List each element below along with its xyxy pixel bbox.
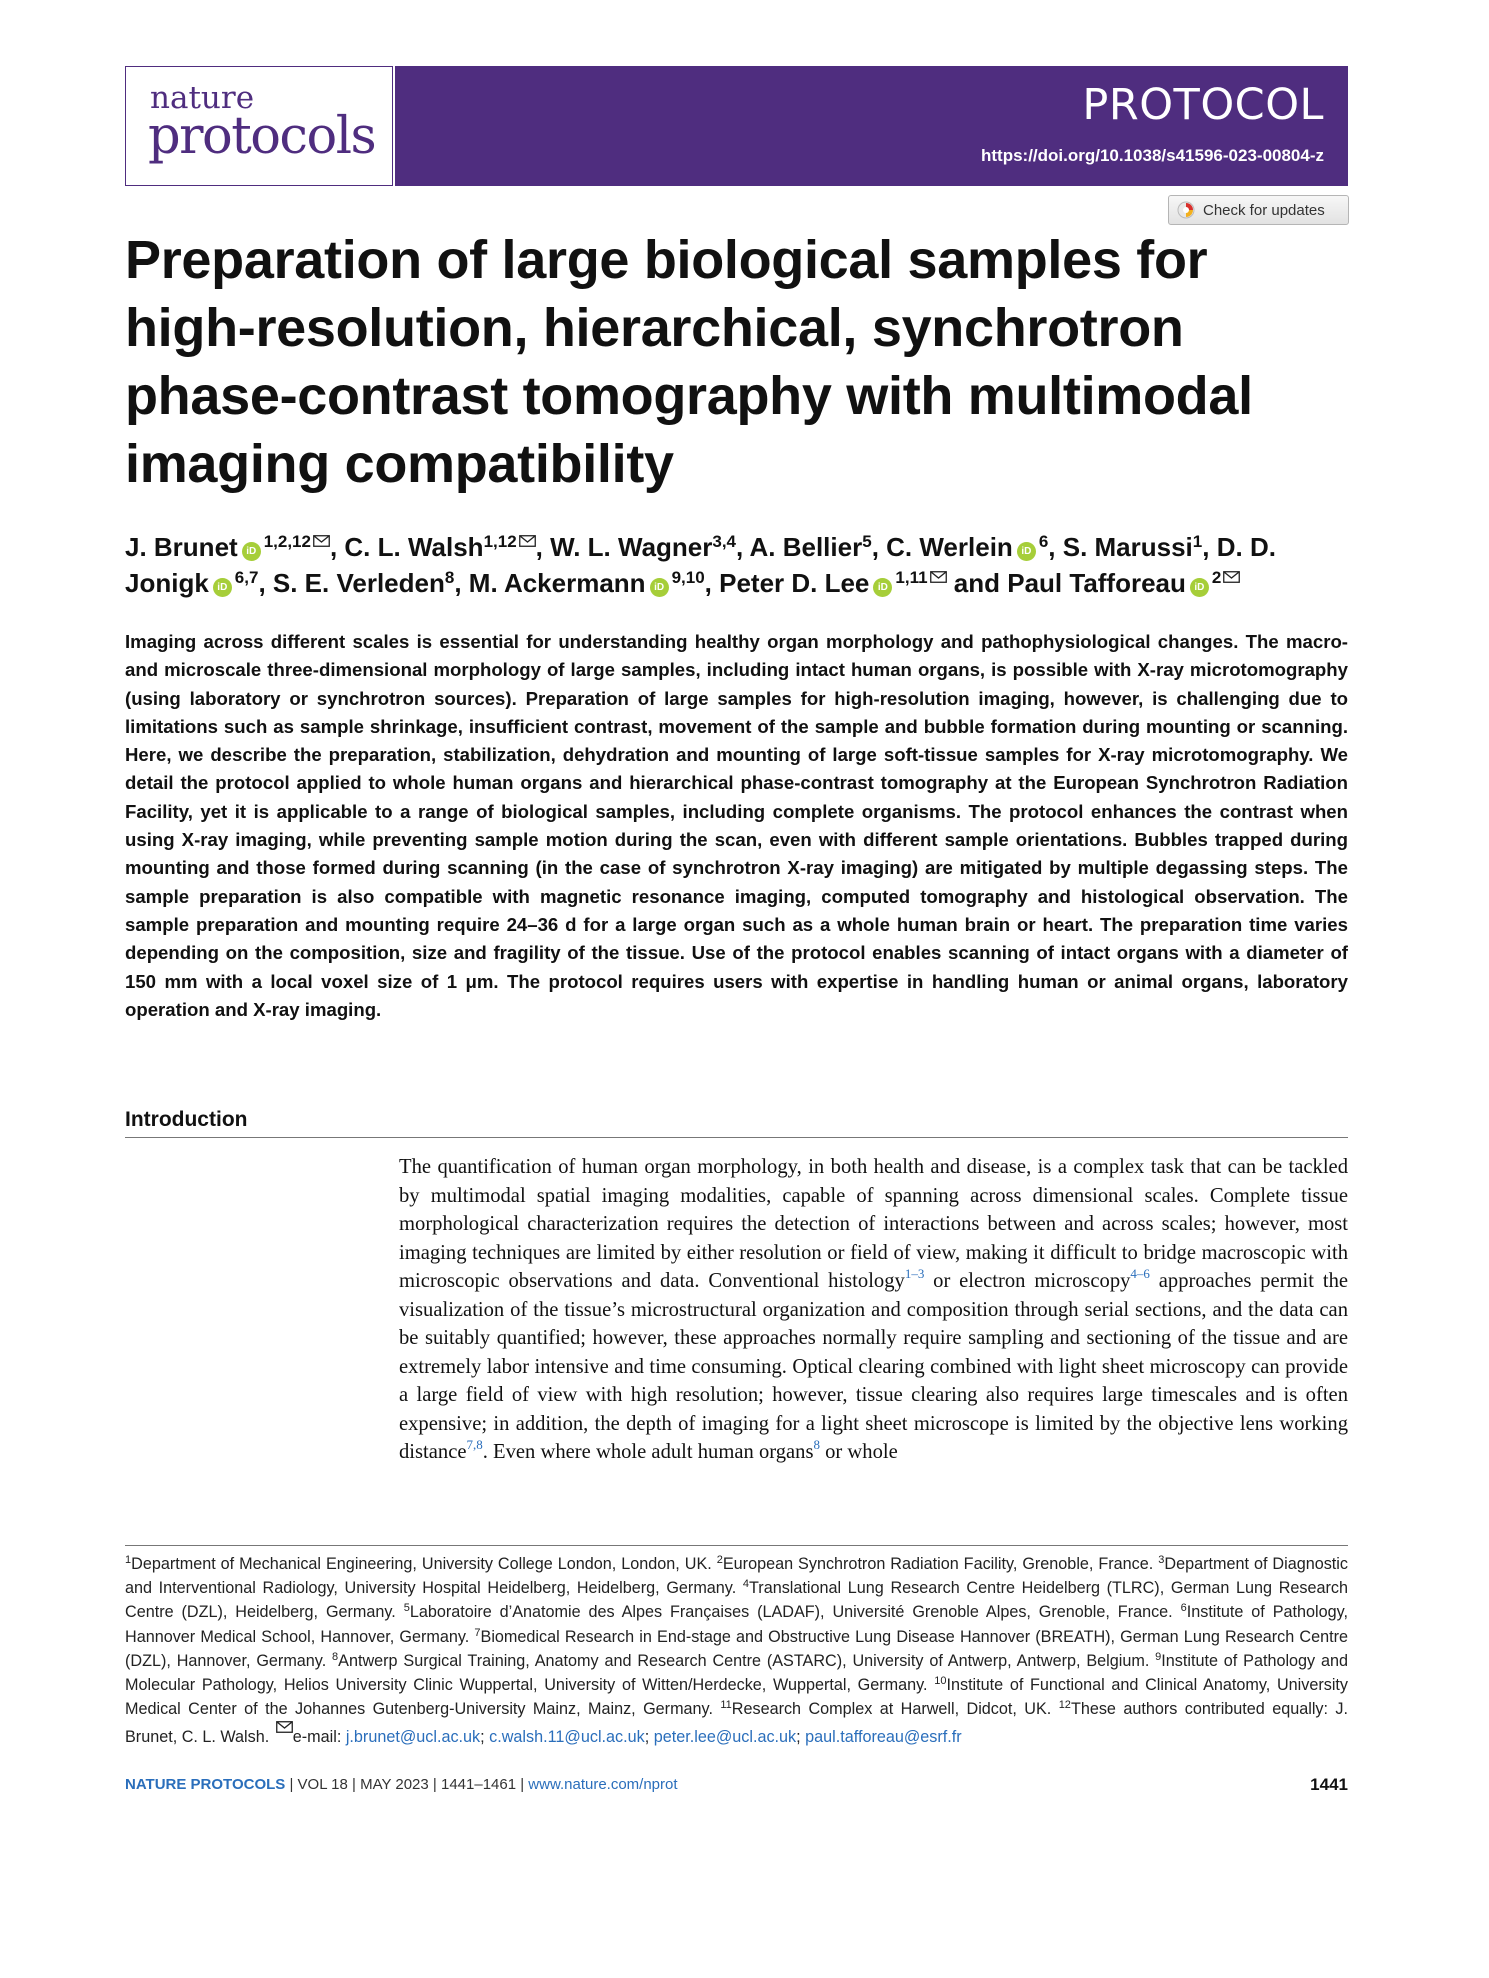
author[interactable] — [344, 532, 535, 562]
email-link[interactable]: peter.lee@ucl.ac.uk — [653, 1728, 797, 1747]
check-updates-label: Check for updates — [1203, 201, 1325, 219]
author-affiliation-numbers: 3,4 — [712, 532, 737, 551]
footer-journal-url[interactable]: www.nature.com/nprot — [528, 1776, 678, 1793]
author-affiliation-numbers: 6,7 — [234, 568, 259, 587]
affiliation-text: Laboratoire d’Anatomie des Alpes Françaises (LADAF), Université Grenoble Alpes, Grenoble, France. — [409, 1603, 1173, 1622]
author-name[interactable]: A. Bellier — [749, 532, 863, 562]
orcid-icon[interactable]: iD — [1190, 578, 1209, 597]
affiliations: $^1$Department of Mechanical Engineering, University College London, London, UK. $^2$European Synchrotron Radiation Facility, Grenoble, France. $^3$Department of Diagnostic and Interventional Radiology, University Hospital Heidelberg, Heidelberg, Germany. $^4$Translational Lung Research Centre Heidelberg (TLRC), German Lung Research Centre (DZL), Heidelberg, Germany. $^5$Laboratoire d’Anatomie des Alpes Françaises (LADAF), Université Grenoble Alpes, Grenoble, France. $^6$Institute of Pathology, Hannover Medical School, Hannover, Germany. $^7$Biomedical Research in End-stage and Obstructive Lung Disease Hannover (BREATH), German Lung Research Centre (DZL), Hannover, Germany. $^8$Antwerp Surgical Training, Anatomy and Research Centre (ASTARC), University of Antwerp, Antwerp, Belgium. $^9$Institute of Pathology and Molecular Pathology, Helios University Clinic Wuppertal, University of Witten/Herdecke, Wuppertal, Germany. $^{10}$Institute of Functional and Clinical Anatomy, University Medical Center of the Johannes Gutenberg-University Mainz, Mainz, Germany. $^{11}$Research Complex at Harwell, Didcot, UK. $^{12}$These authors contributed equally: J. Brunet, C. L. Walsh. e-mail: j.brunet@ucl.ac.uk; c.walsh.11@ucl.ac.uk; peter.lee@ucl.ac.uk; paul.tafforeau@esrf.fr — [125, 1554, 1349, 1747]
author-name[interactable]: C. L. Walsh — [344, 532, 484, 562]
affiliation-text: Department of Diagnostic and Interventional Radiology, University Hospital Heidelberg, Heidelberg, Germany. — [125, 1555, 1348, 1598]
orcid-icon[interactable]: iD — [650, 578, 669, 597]
page-number: 1441 — [1310, 1775, 1348, 1794]
journal-logo[interactable] — [125, 66, 393, 186]
author[interactable] — [125, 532, 330, 562]
orcid-icon[interactable]: iD — [213, 578, 232, 597]
author[interactable] — [550, 532, 736, 562]
email-label: e-mail: — [292, 1728, 342, 1747]
author[interactable] — [886, 532, 1048, 562]
author-name[interactable]: S. E. Verleden — [272, 568, 445, 598]
affiliation-number: 6 — [1180, 1602, 1187, 1615]
section-divider — [125, 1137, 1348, 1138]
author-name[interactable]: J. Brunet — [125, 532, 238, 562]
author-name[interactable]: C. Werlein — [886, 532, 1013, 562]
author-name[interactable]: D. D. Jonigk — [125, 532, 1276, 598]
logo-line-protocols: protocols — [148, 107, 376, 166]
author-affiliation-numbers: 1,12 — [483, 532, 517, 551]
affiliation-text: Biomedical Research in End-stage and Obstructive Lung Disease Hannover (BREATH), German Lung Research Centre (DZL), Hannover, Germany. — [125, 1627, 1348, 1670]
author-affiliation-numbers: 1 — [1192, 532, 1203, 551]
check-updates-icon — [1177, 201, 1195, 219]
author[interactable] — [469, 568, 705, 598]
affiliation-number: 7 — [474, 1626, 481, 1639]
email-envelope-icon — [1223, 571, 1240, 583]
affiliation-number: 3 — [1158, 1554, 1165, 1566]
affiliation-number: 1 — [125, 1554, 132, 1566]
affiliation-number: 8 — [332, 1650, 339, 1663]
author[interactable] — [1007, 568, 1240, 598]
author-name[interactable]: S. Marussi — [1062, 532, 1193, 562]
affiliation-number: 9 — [1155, 1650, 1162, 1663]
email-marker — [274, 1728, 293, 1746]
citation-reference[interactable]: 1–3 — [904, 1266, 925, 1281]
affiliation-text: Department of Mechanical Engineering, University College London, London, UK. — [131, 1555, 712, 1573]
author[interactable] — [719, 568, 946, 598]
header-banner — [395, 66, 1348, 186]
author-affiliation-numbers: 2 — [1211, 568, 1222, 587]
author-affiliation-numbers: 5 — [862, 532, 872, 551]
article-type-label: PROTOCOL — [1082, 80, 1324, 130]
author[interactable] — [750, 532, 872, 562]
check-for-updates-button[interactable] — [1168, 195, 1349, 225]
author[interactable] — [273, 568, 454, 598]
affiliation-text: Translational Lung Research Centre Heidelberg (TLRC), German Lung Research Centre (DZL), Heidelberg, Germany. — [125, 1579, 1348, 1622]
affiliation-number: 2 — [716, 1554, 723, 1566]
citation-reference[interactable]: 8 — [813, 1437, 820, 1452]
email-envelope-icon — [276, 1721, 293, 1733]
footer-journal-name: NATURE PROTOCOLS — [125, 1776, 286, 1793]
affiliation-text: Institute of Pathology and Molecular Pathology, Helios University Clinic Wuppertal, University of Witten/Herdecke, Wuppertal, Germany. — [125, 1651, 1348, 1695]
author-affiliation-numbers: 9,10 — [671, 568, 705, 587]
author-affiliation-numbers: 8 — [444, 568, 455, 587]
orcid-icon[interactable]: iD — [873, 578, 892, 597]
email-envelope-icon — [930, 571, 947, 583]
affiliation-text: These authors contributed equally: J. Brunet, C. L. Walsh. — [125, 1700, 1349, 1747]
affiliation-text: Institute of Functional and Clinical Anatomy, University Medical Center of the Johannes Gutenberg-University Mainz, Mainz, Germany. — [125, 1676, 1349, 1719]
author-name[interactable]: W. L. Wagner — [550, 532, 713, 562]
affiliation-number: 4 — [742, 1578, 750, 1591]
affiliation-number: 5 — [403, 1602, 410, 1615]
affiliations-divider — [125, 1545, 1348, 1546]
orcid-icon[interactable]: iD — [242, 542, 261, 561]
email-link[interactable]: paul.tafforeau@esrf.fr — [805, 1728, 962, 1747]
email-link[interactable]: c.walsh.11@ucl.ac.uk — [489, 1728, 645, 1747]
affiliation-text: Antwerp Surgical Training, Anatomy and Research Centre (ASTARC), University of Antwerp, Antwerp, Belgium. — [338, 1651, 1150, 1670]
email-envelope-icon — [313, 535, 330, 547]
footer-volume-info: VOL 18 | MAY 2023 | 1441–1461 | — [297, 1776, 525, 1793]
affiliation-text: Institute of Pathology, Hannover Medical School, Hannover, Germany. — [125, 1603, 1349, 1646]
abstract: Imaging across different scales is essential for understanding healthy organ morphology and pathophysiological changes. The macro- and microscale three-dimensional morphology of large samples, including intact human organs, is possible with X-ray microtomography (using laboratory or synchrotron sources). Preparation of large samples for high-resolution imaging, however, is challenging due to limitations such as sample shrinkage, insufficient contrast, movement of the sample and bubble formation during mounting or scanning. Here, we describe the preparation, stabilization, dehydration and mounting of large soft-tissue samples for X-ray microtomography. We detail the protocol applied to whole human organs and hierarchical phase-contrast tomography at the European Synchrotron Radiation Facility, yet it is applicable to a range of biological samples, including complete organisms. The protocol enhances the contrast when using X-ray imaging, while preventing sample motion during the scan, even with different sample orientations. Bubbles trapped during mounting and those formed during scanning (in the case of synchrotron X-ray imaging) are mitigated by multiple degassing steps. The sample preparation is also compatible with magnetic resonance imaging, computed tomography and histological observation. The sample preparation and mounting require 24–36 d for a large organ such as a whole human brain or heart. The preparation time varies depending on the composition, size and fragility of the tissue. Use of the protocol enables scanning of intact organs with a diameter of 150 mm with a local voxel size of 1 μm. The protocol requires users with expertise in handling human or animal organs, laboratory operation and X-ray imaging. — [125, 631, 1348, 1020]
affiliation-text: Research Complex at Harwell, Didcot, UK. — [731, 1700, 1052, 1719]
email-link[interactable]: j.brunet@ucl.ac.uk — [345, 1728, 481, 1747]
affiliation-text: European Synchrotron Radiation Facility, Grenoble, France. — [722, 1555, 1154, 1573]
author-list: J. Brunet iD$^{1,2,12}$ , C. L. Walsh$^{1,12}$ , W. L. Wagner$^{3,4}$, A. Bellier$^5$, C. Werlein $iD^6$, S. Marussi$^1$, D. D. Jonigk iD$^{6,7}$, S. E. Verleden$^8$, M. Ackermann iD$^{9,10}$, Peter D. Lee iD$^{1,11}$ and Paul Tafforeau $iD^2$ — [125, 532, 1276, 598]
author-affiliation-numbers: 6 — [1038, 532, 1049, 551]
author-affiliation-numbers: 1,2,12 — [263, 532, 311, 551]
affiliation-number: 12 — [1058, 1699, 1071, 1712]
introduction-paragraph: The quantification of human organ morphology, in both health and disease, is a complex task that can be tackled by multimodal spatial imaging modalities, capable of spanning across dimensional scales. Complete tissue morphological characterization requires the detection of interactions between and across scales; however, most imaging techniques are limited by either resolution or field of view, making it difficult to bridge macroscopic with microscopic observations and data. Conventional histology$^{1-3}$ or electron microscopy$^{4-6}$ approaches permit the visualization of the tissue’s microstructural organization and composition through serial sections, and the data can be suitably quantified; however, these approaches normally require sampling and sectioning of the tissue and are extremely labor intensive and time consuming. Optical clearing combined with light sheet microscopy can provide a large field of view with high resolution; however, tissue clearing also requires large timescales and is often expensive; in addition, the depth of imaging for a light sheet microscope is limited by the objective lens working distance$^{7,8}$. Even where whole adult human organs$^8$ or whole — [399, 1156, 1349, 1463]
footer-citation: NATURE PROTOCOLS | VOL 18 | MAY 2023 | 1441–1461 | www.nature.com/nprot — [125, 1776, 678, 1793]
orcid-icon[interactable]: iD — [1017, 542, 1036, 561]
email-envelope-icon — [519, 535, 536, 547]
author-name[interactable]: Peter D. Lee — [719, 568, 870, 598]
author[interactable] — [1063, 532, 1203, 562]
doi-link[interactable]: https://doi.org/10.1038/s41596-023-00804-z — [981, 146, 1324, 165]
section-heading-introduction: Introduction — [125, 1108, 248, 1131]
affiliation-number: 10 — [934, 1675, 947, 1688]
citation-reference[interactable]: 7,8 — [466, 1437, 483, 1452]
citation-reference[interactable]: 4–6 — [1130, 1266, 1150, 1281]
author-name[interactable]: Paul Tafforeau — [1007, 568, 1186, 598]
author-name[interactable]: M. Ackermann — [468, 568, 646, 598]
affiliation-number: 11 — [720, 1699, 732, 1712]
logo-line-nature: nature — [150, 80, 255, 116]
author-affiliation-numbers: 1,11 — [895, 568, 928, 587]
article-title: Preparation of large biological samples for high-resolution, hierarchical, synchrotron phase-contrast tomography with multimodal imaging compatibility — [125, 230, 1253, 494]
